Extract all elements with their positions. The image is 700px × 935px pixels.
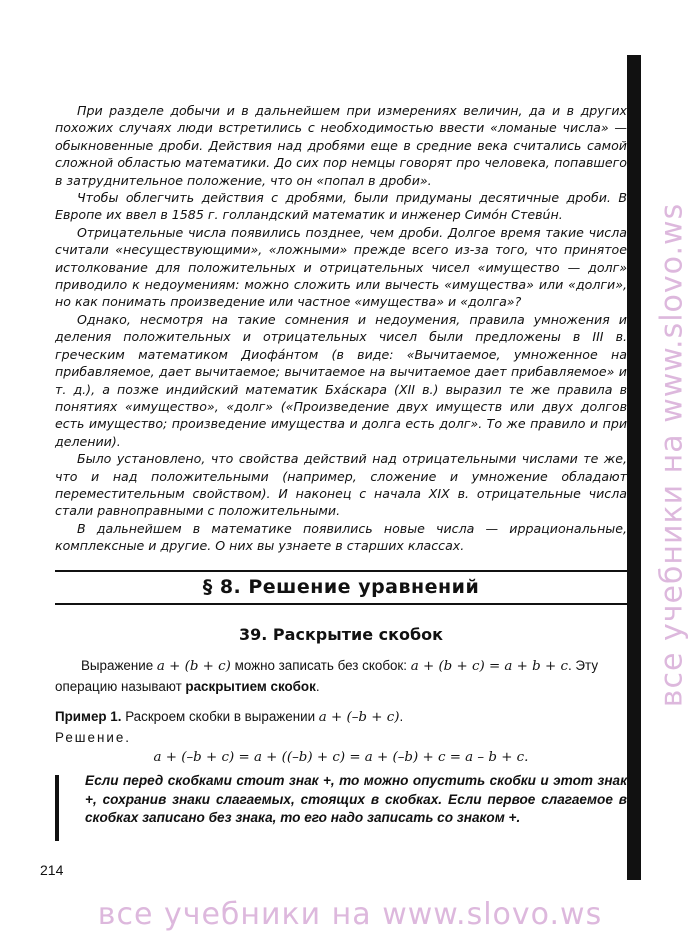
watermark-text: все учебники на www.slovo.ws bbox=[654, 202, 690, 708]
page-edge-bar bbox=[627, 55, 641, 880]
math-expression: a + (–b + c) bbox=[318, 710, 400, 725]
solution-label: Решение. bbox=[55, 730, 132, 745]
text-span: . Эту операцию называют bbox=[55, 658, 599, 694]
intro-paragraph: При разделе добычи и в дальнейшем при измерениях величин, да и в других похожих случаях люди встретились с необходимостью ввести «ломаные числа» — обыкновенные дроби. Действия над дробями еще в средние века считались самой сложной областью математики. До сих пор немцы говорят про человека, попавшего в затруднительное положение, что он «попал в дроби». bbox=[55, 103, 627, 188]
math-expression: a + (b + c) bbox=[156, 659, 231, 674]
text-span: Раскроем скобки в выражении bbox=[121, 709, 319, 724]
text-span: можно записать без скобок: bbox=[230, 658, 411, 673]
rule-text: Если перед скобками стоит знак +, то можно опустить скобки и этот знак +, сохранив знаки слагаемых, стоящих в скобках. Если первое слагаемое в скобках записано без знака, то его надо записать со знаком +. bbox=[85, 773, 627, 825]
term-bold: раскрытием скобок bbox=[185, 679, 316, 694]
rule-marker-bar bbox=[55, 775, 59, 841]
intro-text bbox=[55, 102, 627, 555]
math-expression: a + (b + c) = a + b + c bbox=[410, 659, 568, 674]
section-rule-top bbox=[55, 570, 627, 572]
watermark-vertical bbox=[648, 60, 696, 850]
intro-paragraph: Однако, несмотря на такие сомнения и недоумения, правила умножения и деления положительных и отрицательных чисел были предложены в III в. греческим математиком Диофáнтом (в виде: «Вычитаемое, умноженное на прибавляемое, дает вычитаемое; вычитаемое на вычитаемое дает прибавляемое» и т. д.), а позже индийский математик Бхáскара (XII в.) выразил те же правила в понятиях «имущество», «долг» («Произведение двух имуществ или двух долгов есть имущество; произведение имущества и долга есть долг». То же правило и при делении). bbox=[55, 311, 627, 449]
solution-formula: a + (–b + c) = a + ((–b) + c) = a + (–b) + c = a – b + c. bbox=[153, 750, 529, 765]
example-paragraph bbox=[55, 707, 627, 728]
definition-paragraph bbox=[55, 656, 627, 697]
intro-paragraph: Чтобы облегчить действия с дробями, были придуманы десятичные дроби. В Европе их ввел в 1585 г. голландский математик и инженер Симóн Стевúн. bbox=[55, 190, 627, 223]
watermark-bottom: все учебники на www.slovo.ws bbox=[97, 897, 603, 932]
page-number: 214 bbox=[40, 862, 64, 878]
intro-paragraph: В дальнейшем в математике появились новые числа — иррациональные, комплексные и другие. О них вы узнаете в старших классах. bbox=[55, 520, 627, 554]
example-label: Пример 1. bbox=[55, 709, 122, 724]
intro-paragraph: Отрицательные числа появились позднее, чем дроби. Долгое время такие числа считали «несуществующими», «ложными» прежде всего из-за того, что принятое истолкование для положительных и отрицательных чисел «имущество — долг» приводило к недоумениям: можно сложить или вычесть «имущества» или «долги», но как понимать произведение или частное «имущества» и «долга»? bbox=[55, 224, 627, 310]
text-span: . bbox=[315, 679, 320, 694]
section-rule-bottom bbox=[55, 603, 627, 605]
section-title: § 8. Решение уравнений bbox=[202, 576, 480, 598]
subsection-title: 39. Раскрытие скобок bbox=[239, 625, 443, 644]
main-text bbox=[55, 656, 627, 768]
intro-paragraph: Было установлено, что свойства действий над отрицательными числами те же, что и над положительными (например, сложение и умножение обладают переместительным свойством). И наконец с начала XIX в. отрицательные числа стали равноправными с положительными. bbox=[55, 451, 627, 519]
text-span: Выражение bbox=[81, 658, 157, 673]
rule-box bbox=[55, 772, 627, 828]
text-span: . bbox=[399, 709, 404, 724]
